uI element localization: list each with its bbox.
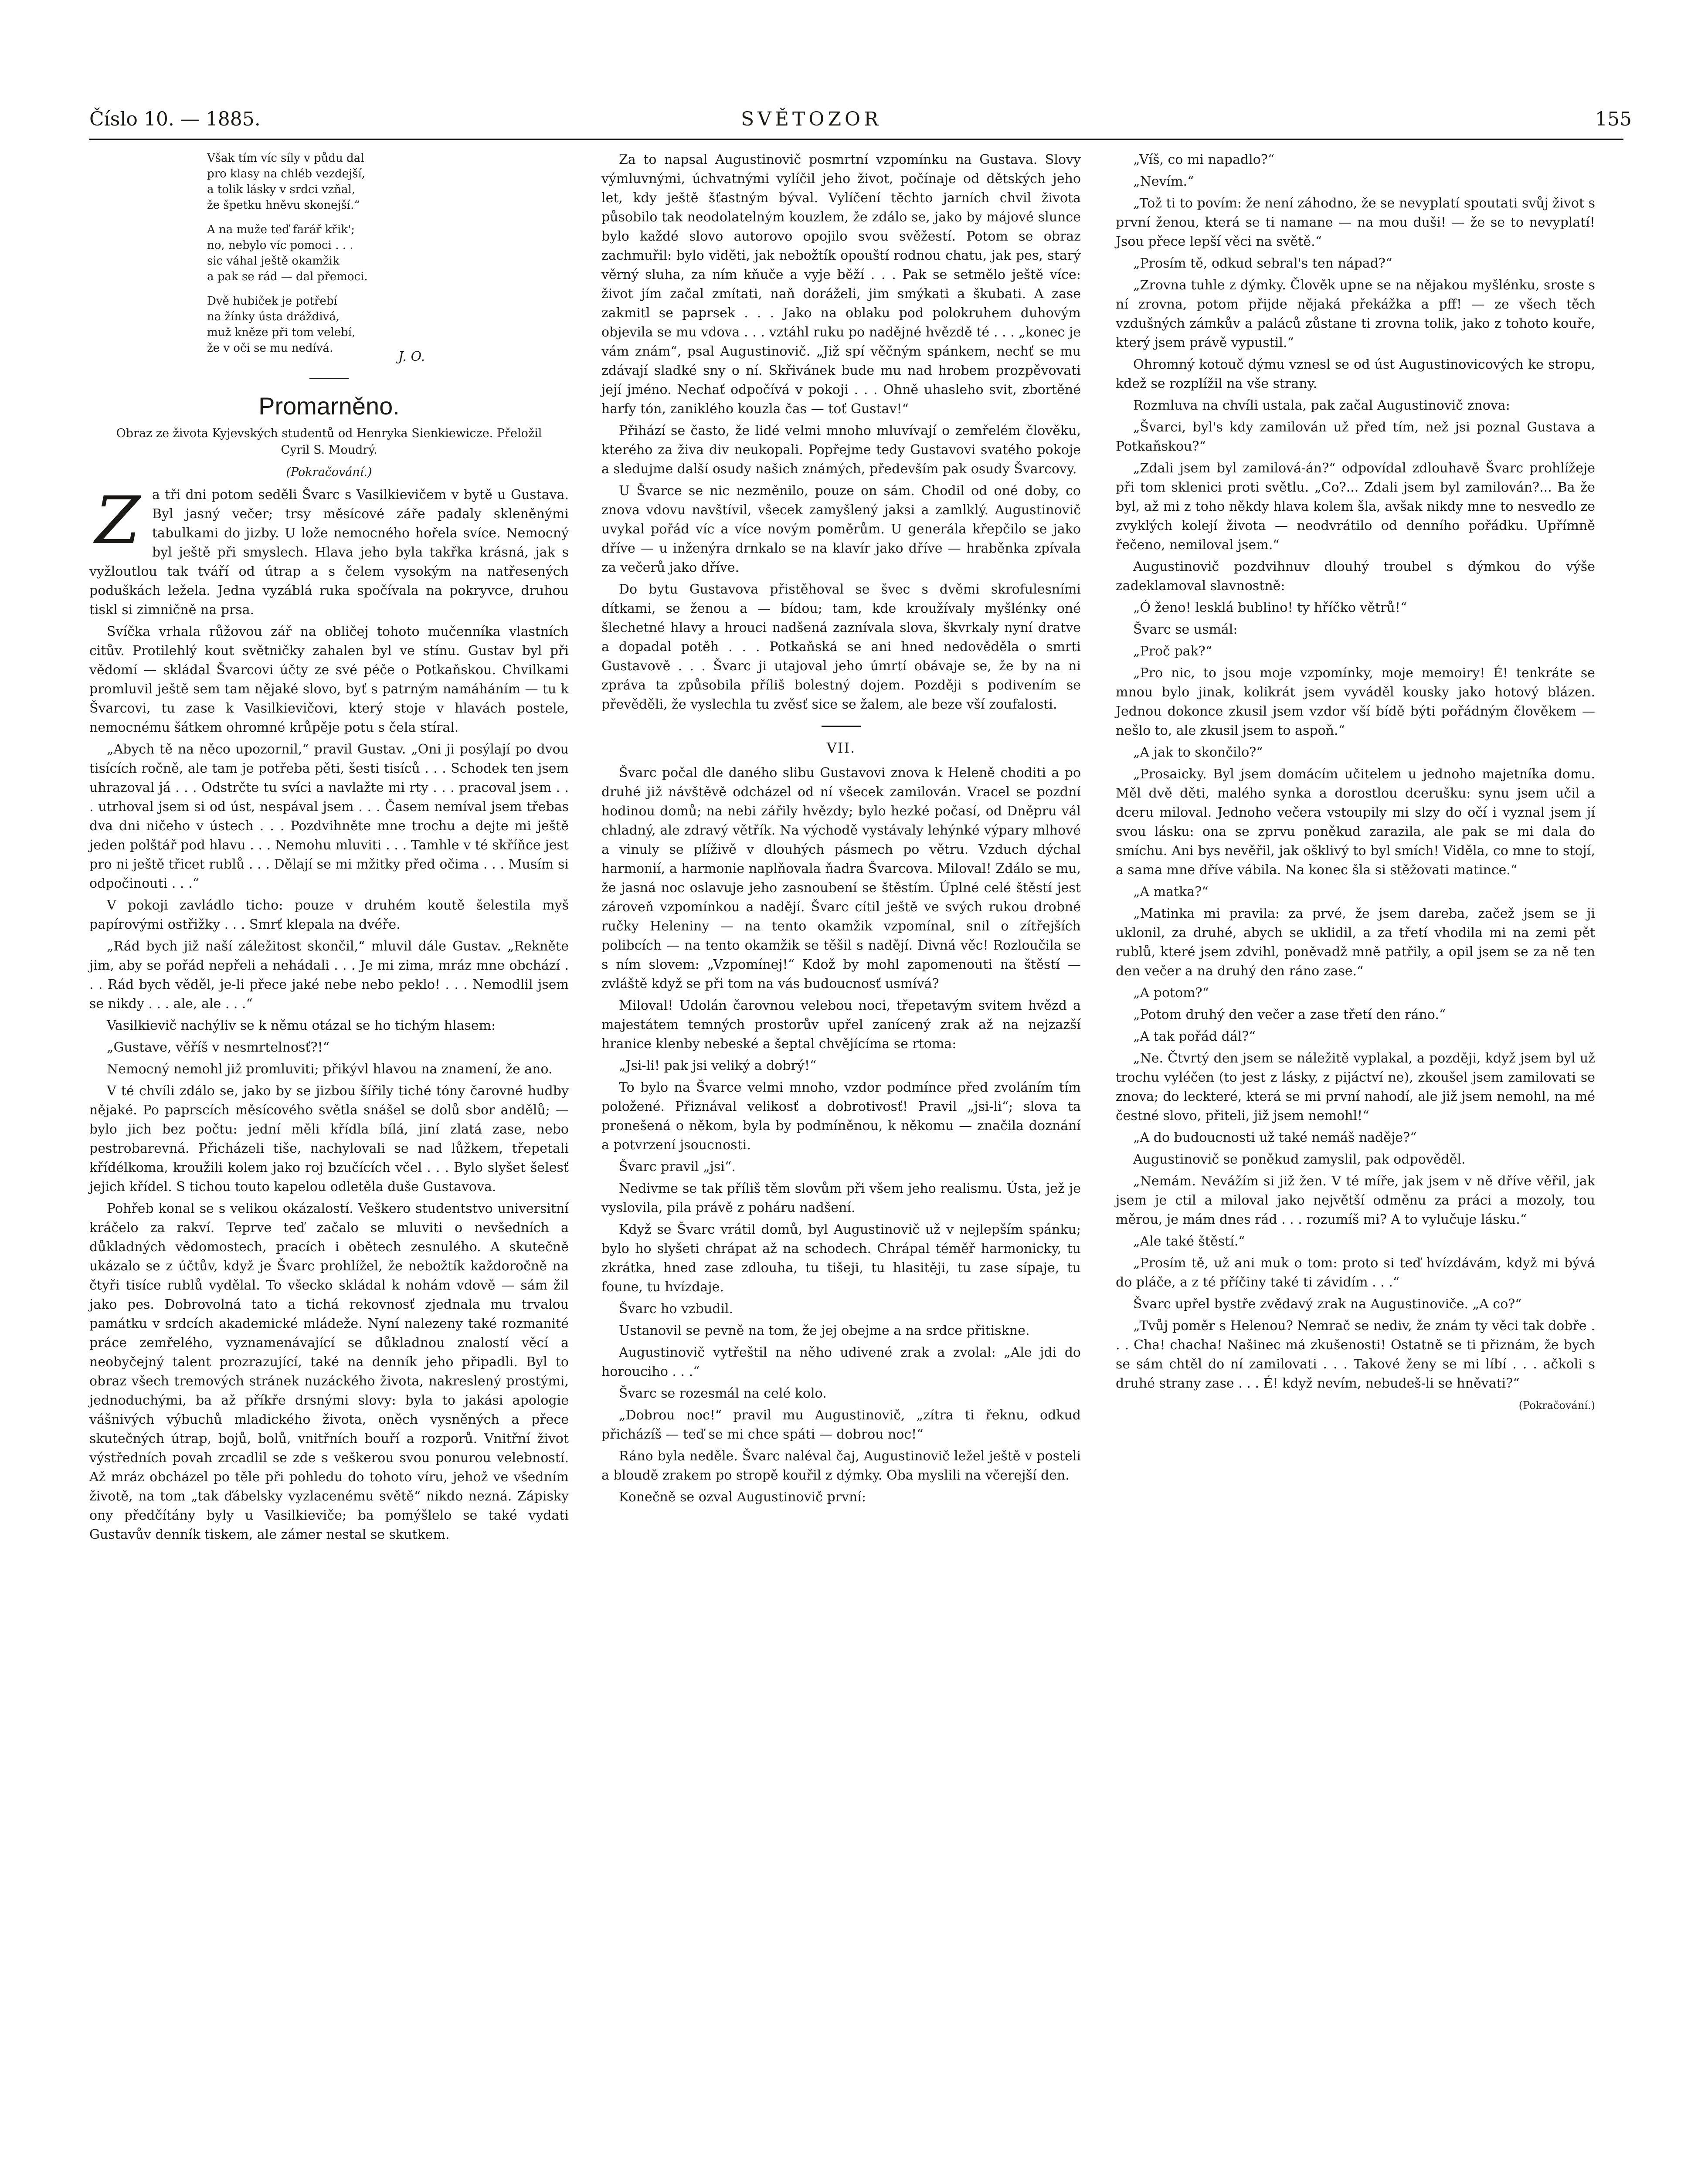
poem-line: sic váhal ještě okamžik xyxy=(207,255,340,268)
paragraph: „Pro nic, to jsou moje vzpomínky, moje memoiry! É! tenkráte se mnou bylo jinak, kolikrát jsem vyváděl kousky jako hotový blázen. Jednou dokonce zkusil jsem vzdor vší bídě býti pořádným člověkem — nešlo to, ale zkusil jsem to aspoň.“ xyxy=(1116,665,1595,738)
dropcap-initial: Z xyxy=(95,483,141,559)
column-2 xyxy=(601,150,1081,1510)
paragraph: Rozmluva na chvíli ustala, pak začal Augustinovič znova: xyxy=(1133,398,1510,413)
paragraph: „Víš, co mi napadlo?“ xyxy=(1133,152,1275,167)
paragraph: Do bytu Gustavova přistěhoval se švec s dvěmi skrofulesními dítkami, se ženou a — bídou; tam, kde kroužívaly myšlénky oné šlechetné hlavy a hrouci nadšená zaznívala slova, škvrkaly nyní dratve a dopadal potěh . . . Potkaňská se ani hned nedověděla o smrti Gustavově . . . Švarc ji utajoval jeho úmrtí obávaje se, že by na ni zpráva ta způsobila příliš bolestný dojem. Později s podivením se převěděli, že vyslechla tu zvěsť sice se žalem, ale beze vší zoufalosti. xyxy=(601,582,1081,712)
paragraph: „Nemám. Nevážím si již žen. V té míře, jak jsem v ně dříve věřil, jak jsem je ctil a miloval jako největší odměnu za práci a mozoly, tou měrou, je mám dnes rád . . . rozumíš mi? A to vylučuje lásku.“ xyxy=(1116,1174,1595,1227)
paragraph: „Ó ženo! lesklá bublino! ty hříčko větrů!“ xyxy=(1133,600,1407,615)
poem-line: že špetku hněvu skonejší.“ xyxy=(207,199,360,212)
paragraph: „A potom?“ xyxy=(1133,985,1209,1001)
poem-line: a pak se rád — dal přemoci. xyxy=(207,270,368,283)
paragraph: „Abych tě na něco upozornil,“ pravil Gustav. „Oni ji posýlají po dvou tisících ročně, ale tam je potřeba pěti, šesti tisíců . . . Schodek ten jsem uhrazoval já . . . Odstrčte tu svíci a navlažte mi rty . . . pracoval jsem . . . utrhoval jsem si od úst, nespával jsem . . . Časem nemíval jsem třebas dva dni ničeho v ústech . . . Pozdvihněte mne trochu a dejte mi ještě jeden polštář pod hlavu . . . Nemohu mluviti . . . Tamhle v té skříňce jest pro ni ještě třicet rublů . . . Dělají se mi mžitky před očima . . . Musím si odpočinouti . . .“ xyxy=(89,742,569,891)
column-1 xyxy=(89,150,569,1547)
paragraph: Švarc se usmál: xyxy=(1133,622,1238,637)
paragraph: „Nevím.“ xyxy=(1133,174,1194,189)
paragraph: Miloval! Udolán čarovnou velebou noci, třepetavým svitem hvězd a majestátem temných prostorův upřel zanícený zrak až na nejzazší hranice klenby nebeské a šeptal chvějícíma se rtoma: xyxy=(601,998,1081,1052)
paragraph: Augustinovič pozdvihnuv dlouhý troubel s dýmkou do výše zadeklamoval slavnostně: xyxy=(1116,559,1595,594)
paragraph: V pokoji zavládlo ticho: pouze v druhém koutě šelestila myš papírovými ostřižky . . . Smrť klepala na dvéře. xyxy=(89,898,569,932)
paragraph: „Rád bych již naší záležitost skončil,“ mluvil dále Gustav. „Rekněte jim, aby se pořád nepřeli a nehádali . . . Je mi zima, mráz mne obchází . . . Rád bych věděl, je-li přece jaké nebe nebo peklo! . . . Nemodlil jsem se nikdy . . . ale, ale . . .“ xyxy=(89,939,569,1011)
paragraph: „Ne. Čtvrtý den jsem se náležitě vyplakal, a později, když jsem byl už trochu vyléčen (to jest z lásky, z pijáctví ne), zkoušel jsem zamilovati se znova; do leckteré, která se mi první nahodí, ale již jsem nemohl, na mé čestné slovo, přiteli, již jsem nemohl!“ xyxy=(1116,1051,1595,1123)
issue-number: Číslo 10. — 1885. xyxy=(89,108,261,130)
paragraph: „Proč pak?“ xyxy=(1133,644,1212,659)
paragraph: Nedivme se tak příliš těm slovům při všem jeho realismu. Ústa, jež je vyslovila, pila právě z poháru nadšení. xyxy=(601,1181,1081,1215)
article-subtitle: Obraz ze života Kyjevských studentů od Henryka Sienkiewicze. Přeložil Cyril S. Moudrý. xyxy=(116,427,542,457)
paragraph: „Potom druhý den večer a zase třetí den ráno.“ xyxy=(1133,1007,1446,1022)
column-3 xyxy=(1116,150,1595,1415)
masthead-title: SVĚTOZOR xyxy=(741,108,882,130)
poem-line: muž kněze při tom velebí, xyxy=(207,326,356,339)
paragraph: „Švarci, byl's kdy zamilován už před tím, než jsi poznal Gustava a Potkaňskou?“ xyxy=(1116,420,1595,454)
paragraph: Konečně se ozval Augustinovič první: xyxy=(619,1490,866,1505)
paragraph: „Zrovna tuhle z dýmky. Člověk upne se na nějakou myšlénku, sroste s ní zrovna, potom přijde nějaká překážka a pff! — ze všech těch vzdušných zámkův a paláců zůstane ti zrovna tolik, jako z tohoto kouře, který jsem právě vypustil.“ xyxy=(1116,278,1595,350)
paragraph: Za to napsal Augustinovič posmrtní vzpomínku na Gustava. Slovy výmluvnými, úchvatnými vylíčil jeho život, počínaje od dětských jeho let, kdy ještě šťastným býval. Vylíčení těchto jarních chvil života působilo tak neodolatelným kouzlem, že zdálo se, jako by májové slunce bylo každé slovo autorovo opojilo svou svěžestí. Potom se obraz zachmuřil: bylo viděti, jak nebožtík opouští rodnou chatu, jak pes, starý věrný sluha, za ním kňuče a vyje běží . . . Pak se setmělo ještě více: život jím začal zmítati, naň doráželi, jim smýkati a škubati. A zase zakmitl se paprsek . . . Jako na oblaku pod polokruhem duhovým objevila se mu vdova . . . vztáhl ruku po nadějné hvězdě té . . . „konec je vám znám“, psal Augustinovič. „Již spí věčným spánkem, nechť se mu zdávají sladké sny o ní. Skřivánek bude mu nad hrobem prozpěvovati její jméno. Nechať odpočívá v pokoji . . . Ohně uhasleho svit, zbortěné harfy tón, zaniklého kouzla čas — toť Gustav!“ xyxy=(601,152,1081,417)
poem xyxy=(207,150,569,356)
poem-line: Dvě hubiček je potřebí xyxy=(207,295,337,308)
paragraph: Nemocný nemohl již promluviti; přikývl hlavou na znamení, že ano. xyxy=(107,1062,553,1077)
continuation-footer: (Pokračování.) xyxy=(1518,1399,1595,1412)
paragraph: a tři dni potom seděli Švarc s Vasilkievičem v bytě u Gustava. Byl jasný večer; trsy měsícové záře padaly skleněnými tabulkami do jizby. U lože nemocného hořela svíce. Nemocný byl ještě při smyslech. Hlava jeho byla takřka krásná, jak s vyžloutlou tak tváří od útrap a s čelem vysokým na natřesených poduškách ležela. Jedna vyzáblá ruka spočívala na pokryvce, druhou tiskl si zimničně na prsa. xyxy=(89,487,569,618)
paragraph: „Dobrou noc!“ pravil mu Augustinovič, „zítra ti řeknu, odkud přicházíš — teď se mi chce spáti — dobrou noc!“ xyxy=(601,1408,1081,1442)
paragraph: „A tak pořád dál?“ xyxy=(1133,1029,1256,1044)
poem-line: Však tím víc síly v půdu dal xyxy=(207,152,364,165)
paragraph: „Zdali jsem byl zamilová-án?“ odpovídal zdlouhavě Švarc prohlížeje při tom sklenici proti světlu. „Co?... Zdali jsem byl zamilován?... Ba že byl, až mi z toho někdy hlava kolem šla, avšak nikdy mne to nesvedlo ze zvyklých kolejí života — neodvrátilo od denního pořádku. Upřímně řečeno, nemiloval jsem.“ xyxy=(1116,461,1595,553)
paragraph: „Matinka mi pravila: za prvé, že jsem dareba, začež jsem se ji uklonil, za druhé, abych se uklidil, a za třetí vhodila mi na zemi pět rublů, které jsem zdvihl, poněvadž mně patřily, a opil jsem se za ně ten den večer a na druhý den ráno zase.“ xyxy=(1116,906,1595,979)
paragraph: Ráno byla neděle. Švarc naléval čaj, Augustinovič ležel ještě v posteli a bloudě zrakem po stropě kouřil z dýmky. Oba myslili na včerejší den. xyxy=(601,1449,1081,1483)
paragraph: Švarc upřel bystře zvědavý zrak na Augustinoviče. „A co?“ xyxy=(1133,1297,1522,1312)
paragraph: Augustinovič se poněkud zamyslil, pak odpověděl. xyxy=(1133,1152,1466,1167)
poem-line: a tolik lásky v srdci vzňal, xyxy=(207,183,356,196)
paragraph: „A matka?“ xyxy=(1133,884,1209,899)
page-number: 155 xyxy=(1595,108,1632,130)
paragraph: Pohřeb konal se s velikou okázalostí. Veškero studentstvo universitní kráčelo za rakví. Teprve teď začalo se mluviti o nevšedních a důkladných vědomostech, pracích i obětech zesnulého. A skutečně ukázalo se z účtův, když je Švarc prohlížel, že nebožtík každoročně na čtyři tisíce rublů vydělal. To všecko skládal k nohám vdově — sám žil jako pes. Dobrovolná tato a tichá rekovnosť zjednala mu trvalou památku v srdcích akademické mládeže. Nyní nalezeny také rozmanité práce zemřelého, vyznamenávající se důkladnou znalostí věcí a neobyčejný talent prozrazující, také na denník jeho připadli. Byl to obraz všech tremových stránek nuzáckého života, nakreslený prostými, jednoduchými, ba až příkře drsnými slovy: byla to jakási apologie vášnivých výbuchů mladického života, oněch vysněných a přece skutečných útrap, bojů, bolů, vnitřních bouří a rozporů. Vnitřní život výstředních povah zrcadlil se zde s veškerou svou ponurou velebností. Až mráz obcházel po těle při pohledu do tohoto víru, jehož ve všedním životě, na tom „tak ďábelsky vyzlacenému světě“ nikdo nezná. Zápisky ony předčítány byly u Vasilkieviče; ba pomýšlelo se také vydati Gustavův denník tiskem, ale zámer nestal se skutkem. xyxy=(89,1201,569,1542)
paragraph: U Švarce se nic nezměnilo, pouze on sám. Chodil od oné doby, co znova vdovu navštívil, všecek zamyšlený jaksi a zamlklý. Augustinovič uvykal pořád víc a více novým poměrům. U generála křepčilo se jako dříve — u inženýra drnkalo se na klavír jako dříve — hraběnka zpívala za večerů jako dříve. xyxy=(601,483,1081,575)
paragraph: „Prosím tě, odkud sebral's ten nápad?“ xyxy=(1133,256,1392,271)
paragraph: Augustinovič vytřeštil na něho udivené zrak a zvolal: „Ale jdi do horouciho . . .“ xyxy=(601,1345,1081,1379)
paragraph: „Prosaicky. Byl jsem domácím učitelem u jednoho majetníka domu. Měl dvě děti, malého synka a dorostlou dcerušku: synu jsem učil a dceru miloval. Jednoho večera vstoupily mi slzy do očí i vyznal jsem jí svou lásku: ona se zprvu poněkud zarazila, ale pak se mi dala do smíchu. Ani bys nevěřil, jak ošklivý to byl smích! Viděla, co mne to stojí, a sama mne dříve vábila. Na konec šla si stěžovati matince.“ xyxy=(1116,767,1595,878)
poem-line: na žínky ústa dráždivá, xyxy=(207,310,340,323)
paragraph: Švarc počal dle daného slibu Gustavovi znova k Heleně choditi a po druhé již návštěvě odcházel od ní všecek zamilován. Vracel se pozdní hodinou domů; na nebi zářily hvězdy; bylo hezké počasí, od Dněpru vál chladný, ale zdravý větřík. Na východě vystávaly lehýnké výpary mlhové a vinuly se plíživě v dlouhých pásmech po větru. Vzduch dýchal harmonií, a harmonie naplňovala ňadra Švarcova. Miloval! Zdálo se mu, že jasná noc oslavuje jeho zasnoubení se štěstím. Úplné celé štěstí jest zároveň vzpomínkou a nadějí. Švarc cítil ještě ve svých rukou drobné ručky Heleniny — na tento okamžik vzpomínal, snil o zítřejších polibcích — na tento okamžik se těšil s nadějí. Divná věc! Rozloučila se s ním slovem: „Vzpomínej!“ Kdož by mohl zapomenouti na štěstí — zvláště když se při tom na vás budoucnosť usmívá? xyxy=(601,765,1081,991)
paragraph: Vasilkievič nachýliv se k němu otázal se ho tichým hlasem: xyxy=(107,1018,496,1033)
poem-stanza xyxy=(207,222,569,285)
poem-stanza xyxy=(207,293,569,356)
paragraph: „A do budoucnosti už také nemáš naděje?“ xyxy=(1133,1130,1417,1145)
poem-signature: J. O. xyxy=(398,349,425,364)
chapter-heading: VII. xyxy=(826,740,856,756)
paragraph: Švarc ho vzbudil. xyxy=(619,1301,733,1317)
section-separator xyxy=(822,726,861,727)
paragraph: „Tvůj poměr s Helenou? Nemrač se nediv, že znám ty věci tak dobře . . . Cha! chacha! Našinec má zkušenosti! Ostatně se ti přiznám, že bych se sám chtěl do ní zamilovati . . . Takové ženy se mi líbí . . . ačkoli s druhé strany zase . . . É! když nevím, nebudeš-li se hněvati?“ xyxy=(1116,1318,1595,1391)
paragraph: „Tož ti to povím: že není záhodno, že se nevyplatí spoutati svůj život s první ženou, která se ti namane — na mou duši! — že se to nevyplatí! Jsou přece lepší věci na světě.“ xyxy=(1116,196,1595,249)
paragraph: Přihází se často, že lidé velmi mnoho mluvívají o zemřelém člověku, kterého za živa div neukopali. Popřejme tedy Gustavovi svatého pokoje a sledujme další osudy našich známých, především pak osudy Švarcovy. xyxy=(601,423,1081,477)
continued-note: (Pokračování.) xyxy=(286,465,372,479)
article-body-start xyxy=(89,485,569,620)
paragraph: „Jsi-li! pak jsi veliký a dobrý!“ xyxy=(619,1058,817,1073)
header-rule xyxy=(89,139,1623,140)
paragraph: Švarc se rozesmál na celé kolo. xyxy=(619,1386,827,1401)
paragraph: „Ale také štěstí.“ xyxy=(1133,1234,1245,1249)
poem-stanza xyxy=(207,150,569,213)
poem-line: pro klasy na chléb vezdejší, xyxy=(207,167,366,180)
article-title: Promarněno. xyxy=(258,392,400,420)
paragraph: „Prosím tě, už ani muk o tom: proto si teď hvízdávám, když mi bývá do pláče, a z té příčiny také ti závidím . . .“ xyxy=(1116,1256,1595,1290)
paragraph: Ohromný kotouč dýmu vznesl se od úst Augustinovicových ke stropu, kdež se rozplížil na vše strany. xyxy=(1116,357,1595,391)
paragraph: Švarc pravil „jsi“. xyxy=(619,1159,736,1174)
poem-line: no, nebylo víc pomoci . . . xyxy=(207,239,353,252)
poem-line: že v oči se mu nedívá. xyxy=(207,342,333,355)
paragraph: Když se Švarc vrátil domů, byl Augustinovič už v nejlepším spánku; bylo ho slyšeti chrápat až na schodech. Chrápal téměř harmonicky, tu zkrátka, hned zase zdlouha, tu tišeji, tu hlasitěji, tu zase sípaje, tu foune, tu hvízdaje. xyxy=(601,1222,1081,1295)
section-separator xyxy=(309,378,349,379)
paragraph: To bylo na Švarce velmi mnoho, vzdor podmínce před zvoláním tím položené. Přiznával velikosť a dobrotivosť! Pravil „jsi-li“; slova ta pronešená o někom, byla by podmíněnou, k někomu — značila doznání a potvrzení jsoucnosti. xyxy=(601,1080,1081,1153)
poem-line: A na muže teď farář křik'; xyxy=(207,223,355,236)
paragraph: V té chvíli zdálo se, jako by se jizbou šířily tiché tóny čarovné hudby nějaké. Po paprscích měsícového světla snášel se dolů sbor andělů; — bylo jich bez počtu: jední měli křídla bílá, jiní zlatá zase, nebo pestrobarevná. Přicházeli tiše, nachylovali se nad lůžkem, třepetali křídélkoma, kroužili kolem jako roj bzučících včel . . . Bylo slyšet šelesť jejich křídel. S tichou touto kapelou odletěla duše Gustavova. xyxy=(89,1083,569,1195)
paragraph: „Gustave, věříš v nesmrtelnosť?!“ xyxy=(107,1040,329,1055)
paragraph: „A jak to skončilo?“ xyxy=(1133,745,1263,760)
paragraph: Ustanovil se pevně na tom, že jej obejme a na srdce přitiskne. xyxy=(619,1323,1030,1338)
paragraph: Svíčka vrhala růžovou zář na obličej tohoto mučenníka vlastních citův. Protilehlý kout světničky zahalen byl ve stínu. Gustav byl při vědomí — skládal Švarcovi účty ze své péče o Potkaňskou. Chvilkami promluvil ještě sem tam nějaké slovo, byť s patrným namáháním — tu k Švarcovi, tu zase k Vasilkievičovi, který stoje v hlavách postele, nemocnému šátkem ohromné krůpěje potu s čela stíral. xyxy=(89,624,569,735)
